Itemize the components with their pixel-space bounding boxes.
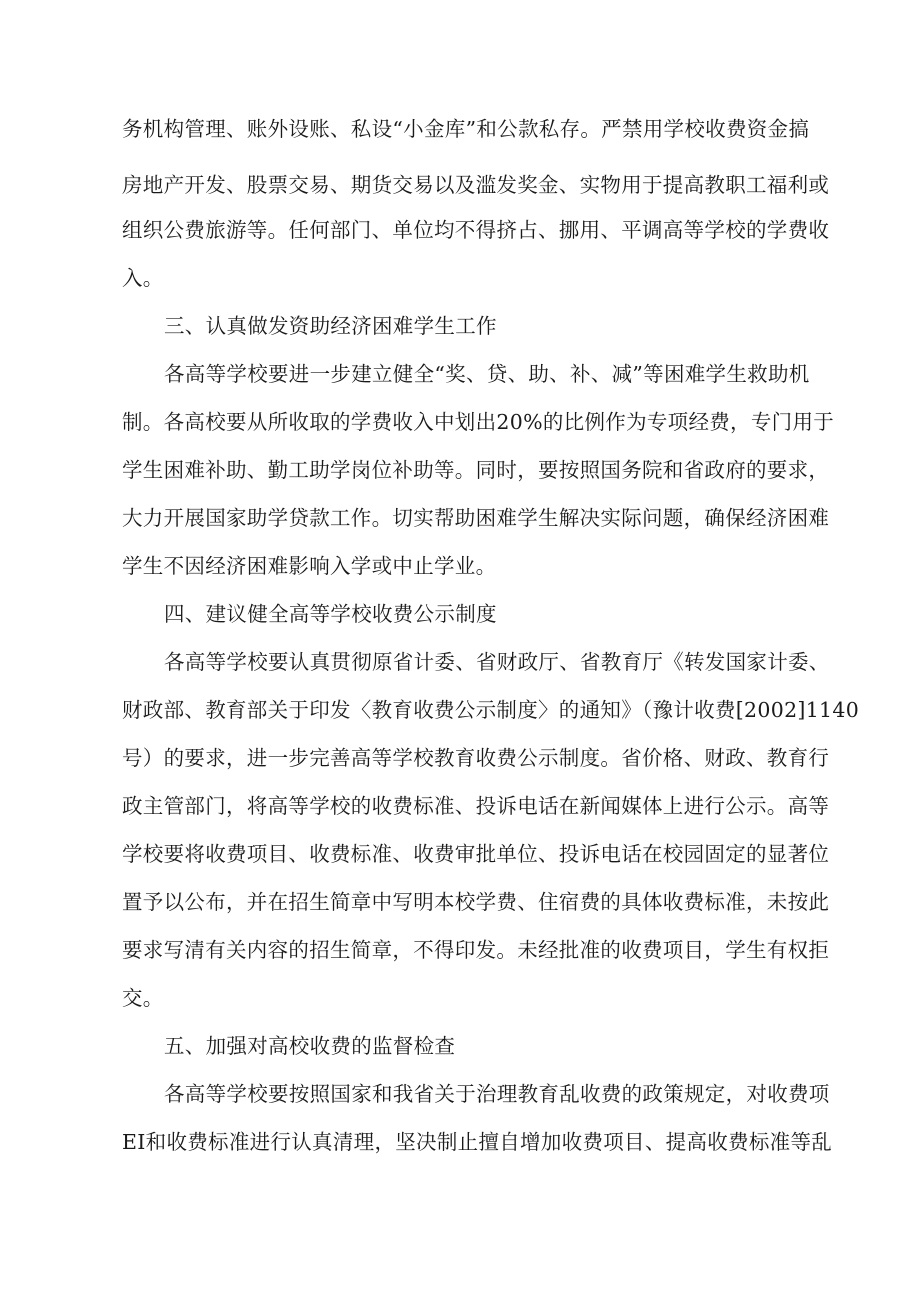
body-line: 各高等学校要进一步建立健全“奖、贷、助、补、减”等困难学生救助机 (164, 362, 810, 386)
body-line: 入。 (122, 266, 164, 290)
body-line: EI和收费标准进行认真清理，坚决制止擅自增加收费项目、提高收费标准等乱 (122, 1130, 833, 1154)
body-line: 交。 (122, 986, 164, 1010)
body-line: 财政部、教育部关于印发〈教育收费公示制度〉的通知》（豫计收费[2002]1140 (122, 698, 860, 722)
body-line: 置予以公布，并在招生简章中写明本校学费、住宿费的具体收费标准，未按此 (122, 890, 830, 914)
body-line: 要求写清有关内容的招生简章，不得印发。未经批准的收费项目，学生有权拒 (122, 938, 830, 962)
body-line: 制。各高校要从所收取的学费收入中划出20%的比例作为专项经费，专门用于 (122, 410, 835, 434)
body-line: 房地产开发、股票交易、期货交易以及滥发奖金、实物用于提高教职工福利或 (122, 173, 830, 197)
body-line: 务机构管理、账外设账、私设“小金库”和公款私存。严禁用学校收费资金搞 (122, 117, 810, 141)
body-line: 学生不因经济困难影响入学或中止学业。 (122, 554, 497, 578)
section-heading: 五、加强对高校收费的监督检查 (164, 1034, 456, 1058)
section-heading: 四、建议健全高等学校收费公示制度 (164, 602, 497, 626)
body-line: 各高等学校要按照国家和我省关于治理教育乱收费的政策规定，对收费项 (164, 1082, 830, 1106)
body-line: 各高等学校要认真贯彻原省计委、省财政厅、省教育厅《转发国家计委、 (164, 650, 830, 674)
section-heading: 三、认真做发资助经济困难学生工作 (164, 314, 497, 338)
body-line: 学校要将收费项目、收费标准、收费审批单位、投诉电话在校园固定的显著位 (122, 842, 830, 866)
body-line: 组织公费旅游等。任何部门、单位均不得挤占、挪用、平调高等学校的学费收 (122, 218, 830, 242)
body-line: 号）的要求，进一步完善高等学校教育收费公示制度。省价格、财政、教育行 (122, 746, 830, 770)
body-line: 大力开展国家助学贷款工作。切实帮助困难学生解决实际问题，确保经济困难 (122, 506, 830, 530)
body-line: 政主管部门，将高等学校的收费标准、投诉电话在新闻媒体上进行公示。高等 (122, 794, 830, 818)
body-line: 学生困难补助、勤工助学岗位补助等。同时，要按照国务院和省政府的要求， (122, 458, 830, 482)
